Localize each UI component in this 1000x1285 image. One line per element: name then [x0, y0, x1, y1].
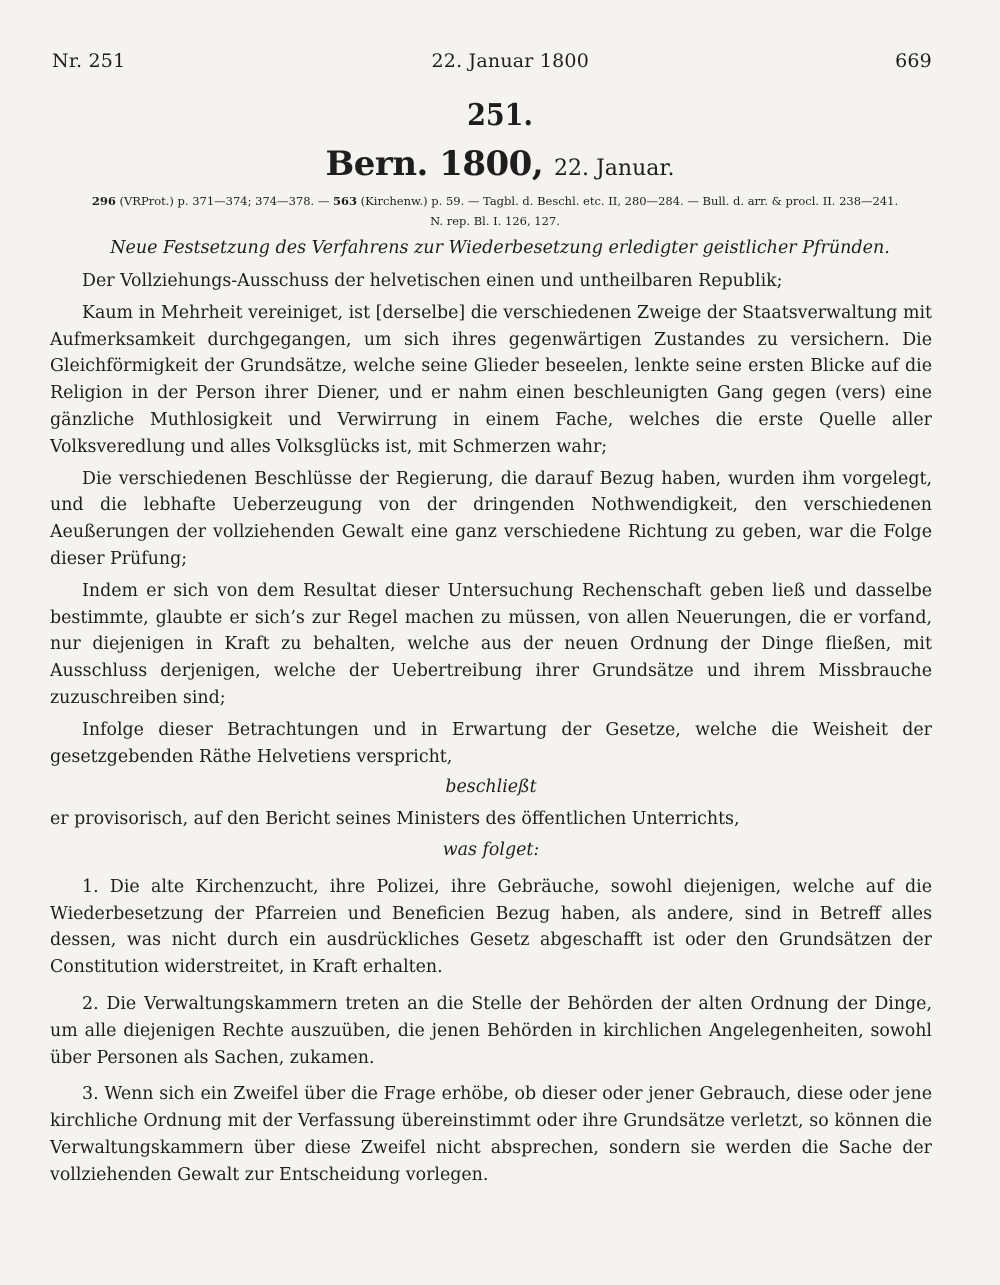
resolution-heading: beschließt: [445, 777, 537, 798]
document-title: [0, 144, 1000, 184]
articles-heading: was folget:: [442, 839, 540, 860]
paragraph-consideration-2: Die verschiedenen Beschlüsse der Regierung, die darauf Bezug haben, wurden ihm vorgelegt, und die lebhafte Ueberzeugung von der dringenden Nothwendigkeit, den verschiedenen Aeußerungen der vollziehenden Gewalt eine ganz verschiedene Richtung zu geben, war die Folge dieser Prüfung;: [50, 468, 932, 569]
paragraph-provisional: er provisorisch, auf den Bericht seines Ministers des öffentlichen Unterrichts,: [50, 809, 740, 830]
ref-text-b: (Kirchenw.) p. 59. — Tagbl. d. Beschl. etc. II, 280—284. — Bull. d. arr. & procl. II. 238—241.: [357, 194, 899, 208]
article-1: 1. Die alte Kirchenzucht, ihre Polizei, ihre Gebräuche, sowohl diejenigen, welche auf die Wiederbesetzung der Pfarreien und Beneficien Bezug haben, als andere, sind in Betreff alles dessen, was nicht durch ein ausdrückliches Gesetz abgeschafft ist oder den Grundsätzen der Constitution widerstreitet, in Kraft erhalten.: [50, 876, 932, 978]
references-line-2: N. rep. Bl. I. 126, 127.: [430, 214, 560, 228]
paragraph-consideration-3: Indem er sich von dem Resultat dieser Untersuchung Rechenschaft geben ließ und dasselbe bestimmte, glaubte er sich’s zur Regel machen zu müssen, von allen Neuerungen, die er vorfand, nur diejenigen in Kraft zu behalten, welche aus der neuen Ordnung der Dinge fließen, mit Ausschluss derjenigen, welche der Uebertreibung ihrer Grundsätze und ihrem Missbrauche zuzuschreiben sind;: [50, 580, 932, 708]
paragraph-preamble: Der Vollziehungs-Ausschuss der helvetischen einen und untheilbaren Republik;: [82, 271, 783, 291]
references-line-1: [50, 191, 940, 211]
article-3: 3. Wenn sich ein Zweifel über die Frage erhöbe, ob dieser oder jener Gebrauch, diese oder jene kirchliche Ordnung mit der Verfassung übereinstimmt oder ihre Grundsätze verletzt, so können die Verwaltungskammern über diese Zweifel nicht absprechen, sondern sie werden die Sache der vollziehenden Gewalt zur Entscheidung vorlegen.: [50, 1084, 932, 1185]
article-2: 2. Die Verwaltungskammern treten an die Stelle der Behörden der alten Ordnung der Dinge, um alle diejenigen Rechte auszuüben, die jenen Behörden in kirchlichen Angelegenheiten, sowohl über Personen als Sachen, zukamen.: [50, 993, 932, 1068]
ref-number-b: 563: [333, 194, 358, 208]
header-page-number: 669: [895, 50, 932, 72]
document-date: 22. Januar.: [554, 156, 675, 181]
ref-number-a: 296: [91, 194, 116, 208]
paragraph-consideration-4: Infolge dieser Betrachtungen und in Erwartung der Gesetze, welche die Weisheit der gesetzgebenden Räthe Helvetiens verspricht,: [50, 719, 932, 767]
document-number: 251.: [467, 98, 533, 133]
source-references: [50, 191, 940, 231]
document-subtitle: Neue Festsetzung des Verfahrens zur Wiederbesetzung erledigter geistlicher Pfründen.: [110, 238, 890, 258]
paragraph-consideration-1: Kaum in Mehrheit vereiniget, ist [derselbe] die verschiedenen Zweige der Staatsverwaltung mit Aufmerksamkeit durchgegangen, um sich ihres gegenwärtigen Zustandes zu versichern. Die Gleichförmigkeit der Grundsätze, welche seine Glieder beseelen, lenkte seine ersten Blicke auf die Religion in der Person ihrer Diener, und er nahm einen beschleunigten Gang gegen (vers) eine gänzliche Muthlosigkeit und Verwirrung in einem Fache, welches die erste Quelle aller Volksveredlung und alles Volksglücks ist, mit Schmerzen wahr;: [50, 302, 932, 457]
header-document-number: Nr. 251: [52, 50, 126, 72]
document-place-year: Bern. 1800,: [325, 144, 544, 184]
running-header: [52, 50, 932, 72]
document-body: [50, 268, 932, 1189]
ref-text-a: (VRProt.) p. 371—374; 374—378. —: [115, 194, 334, 208]
header-date: 22. Januar 1800: [431, 50, 589, 72]
